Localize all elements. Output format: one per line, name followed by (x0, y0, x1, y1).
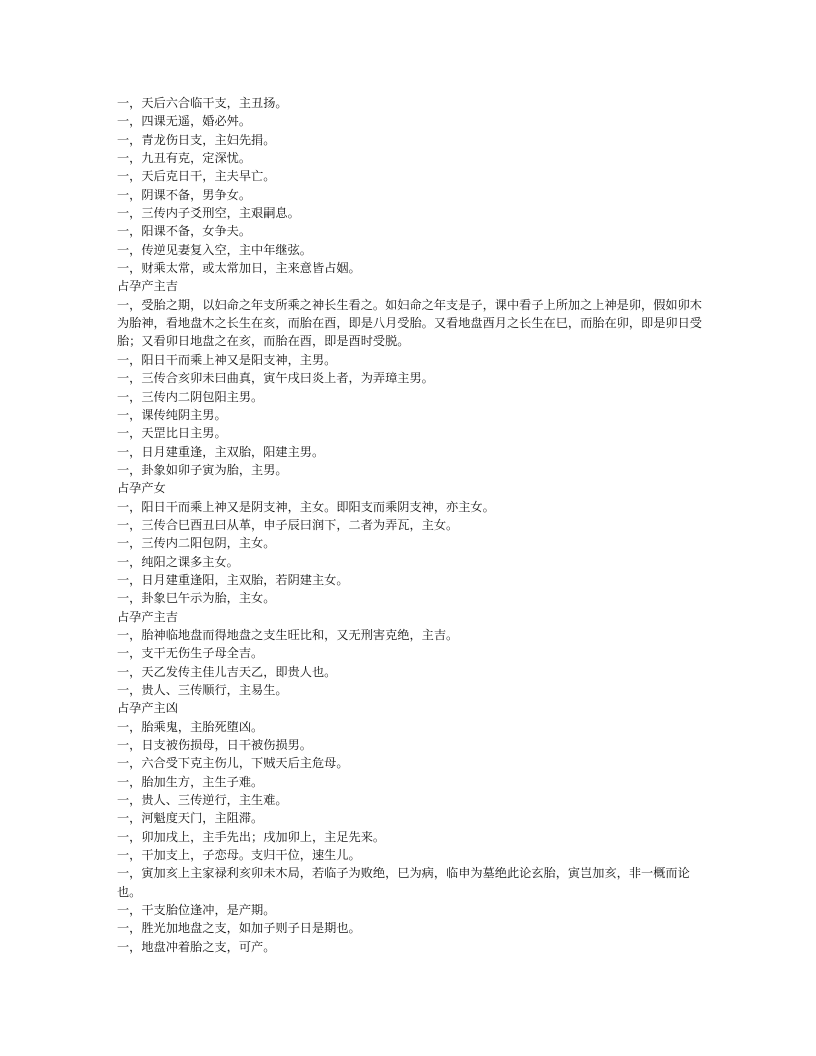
text-line: 一，支干无伤生子母全吉。 (117, 646, 264, 661)
text-line: 一，天罡比日主男。 (117, 426, 227, 441)
text-line: 一，地盘冲着胎之支，可产。 (117, 939, 276, 954)
text-line: 一，三传合巳酉丑曰从革，申子辰曰润下，二者为弄瓦，主女。 (117, 517, 459, 532)
text-line: 一，传逆见妻复入空，主中年继弦。 (117, 242, 312, 257)
text-line: 一，河魁度天门，主阻滞。 (117, 811, 264, 826)
section-heading: 占孕产主凶 (117, 701, 178, 716)
text-line: 一，课传纯阴主男。 (117, 407, 227, 422)
text-line: 一，青龙伤日支，主妇先捐。 (117, 132, 276, 147)
text-line: 一，卯加戌上，主手先出；戌加卯上，主足先来。 (117, 829, 386, 844)
text-line: 一，财乘太常，或太常加日，主来意皆占姻。 (117, 261, 361, 276)
section-heading: 占孕产女 (117, 481, 166, 496)
text-paragraph: 一，寅加亥上主家禄利亥卯未木局，若临子为败绝，巳为病，临申为墓绝此论玄胎，寅岂加亥，非一概而论也。 (117, 866, 690, 899)
section-heading: 占孕产主吉 (117, 609, 178, 624)
text-line: 一，三传内二阴包阳主男。 (117, 389, 264, 404)
text-line: 一，卦象巳午示为胎，主女。 (117, 591, 276, 606)
text-line: 一，胎乘鬼，主胎死堕凶。 (117, 719, 264, 734)
text-line: 一，胜光加地盘之支，如加子则子日是期也。 (117, 921, 361, 936)
text-line: 一，阳日干而乘上神又是阳支神，主男。 (117, 352, 337, 367)
text-line: 一，天乙发传主佳儿吉天乙，即贵人也。 (117, 664, 337, 679)
text-line: 一，三传内二阳包阴，主女。 (117, 536, 276, 551)
text-line: 一，干支胎位逢冲，是产期。 (117, 903, 276, 918)
text-line: 一，九丑有克，定深忧。 (117, 151, 252, 166)
text-line: 一，日支被伤损母，日干被伤损男。 (117, 738, 312, 753)
text-line: 一，阳课不备，女争夫。 (117, 224, 252, 239)
text-line: 一，卦象如卯子寅为胎，主男。 (117, 462, 288, 477)
text-line: 一，干加支上，子恋母。支归干位，速生儿。 (117, 848, 361, 863)
text-line: 一，三传内子爻刑空，主艰嗣息。 (117, 206, 300, 221)
document-body (117, 94, 703, 956)
text-line: 一，日月建重逢，主双胎，阳建主男。 (117, 444, 325, 459)
text-line: 一，胎加生方，主生子难。 (117, 774, 264, 789)
text-line: 一，阳日干而乘上神又是阴支神，主女。即阳支而乘阴支神，亦主女。 (117, 499, 495, 514)
text-line: 一，贵人、三传顺行，主易生。 (117, 683, 288, 697)
text-line: 一，四课无遥，婚必舛。 (117, 114, 252, 129)
text-line: 一，阴课不备，男争女。 (117, 187, 252, 202)
text-line: 一，天后六合临干支，主丑扬。 (117, 96, 288, 110)
text-paragraph: 一，受胎之期，以妇命之年支所乘之神长生看之。如妇命之年支是子，课中看子上所加之上神是卯，假如卯木为胎神，看地盘木之长生在亥，而胎在酉，即是八月受胎。又看地盘酉月之长生在巳，而胎在卯，即是卯日受胎；又看卯日地盘之在亥，而胎在酉，即是酉时受脱。 (117, 297, 702, 349)
text-line: 一，纯阳之课多主女。 (117, 554, 239, 569)
text-line: 一，胎神临地盘而得地盘之支生旺比和，又无刑害克绝，主吉。 (117, 627, 459, 642)
text-line: 一，六合受下克主伤儿，下贼天后主危母。 (117, 756, 349, 771)
text-line: 一，贵人、三传逆行，主生难。 (117, 793, 288, 808)
text-line: 一，天后克日干，主夫早亡。 (117, 169, 276, 184)
text-line: 一，三传合亥卯未曰曲真，寅午戌曰炎上者，为弄璋主男。 (117, 371, 434, 386)
text-line: 一，日月建重逢阳，主双胎，若阴建主女。 (117, 572, 349, 587)
section-heading: 占孕产主吉 (117, 279, 178, 294)
